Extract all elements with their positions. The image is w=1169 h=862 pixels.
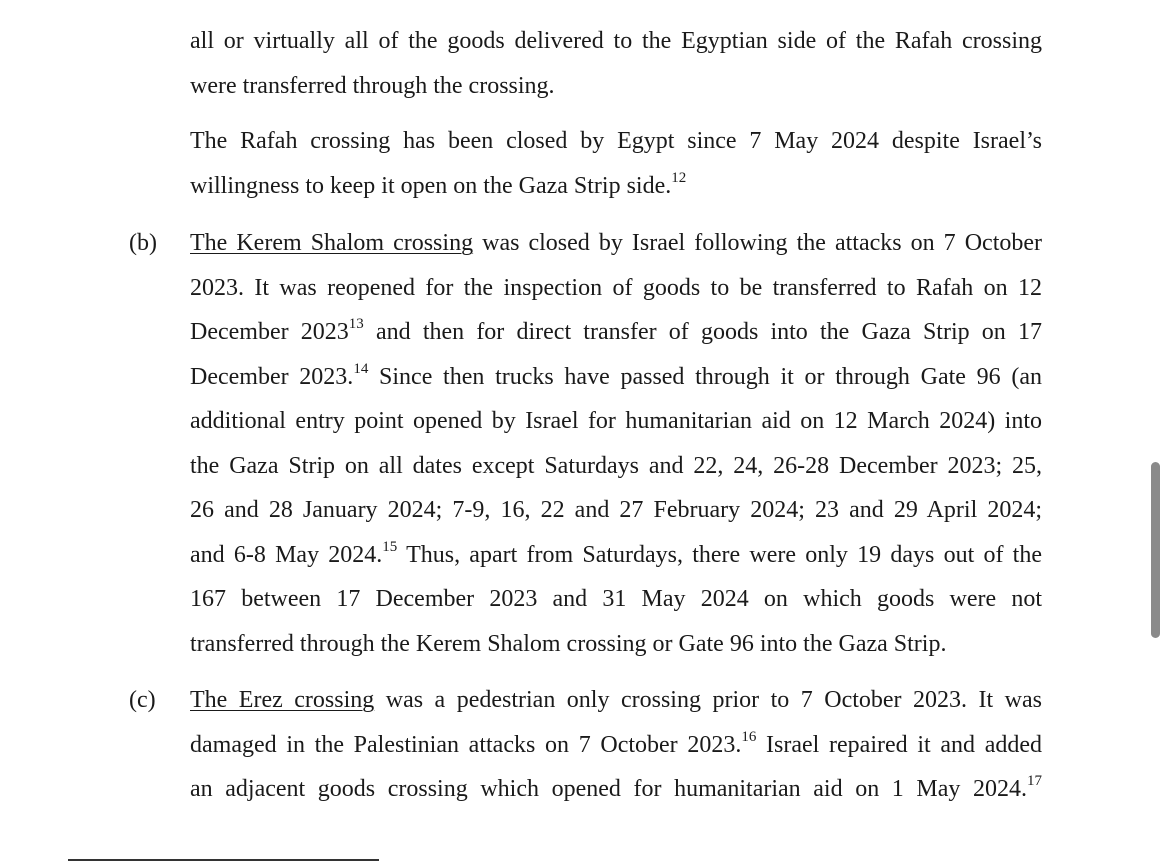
footnote-ref-16[interactable]: 16 (741, 728, 757, 745)
text-line (190, 767, 1042, 812)
text-line: additional entry point opened by Israel for humanitarian aid on 12 March 2024) into (190, 408, 1042, 434)
text-segment: December 2023. (190, 363, 354, 390)
footnote-ref-15[interactable]: 15 (382, 538, 398, 555)
text-line: 167 between 17 December 2023 and 31 May 2024 on which goods were not (190, 586, 1042, 612)
text-line: transferred through the Kerem Shalom crossing or Gate 96 into the Gaza Strip. (190, 630, 947, 657)
text-line (190, 533, 1042, 578)
text-line (190, 678, 1042, 723)
scrollbar-thumb[interactable] (1151, 462, 1160, 638)
text-line: were transferred through the crossing. (190, 72, 555, 99)
footnote-ref-14[interactable]: 14 (353, 360, 369, 377)
text-line: 2023. It was reopened for the inspection of goods to be transferred to Rafah on 12 (190, 274, 1042, 301)
text-segment: and then for direct transfer of goods into the Gaza Strip on 17 (363, 319, 1042, 345)
text-line (190, 221, 1042, 266)
heading-erez-crossing: The Erez crossing (190, 687, 375, 713)
text-segment: December 2023 (190, 319, 349, 345)
heading-kerem-shalom-crossing: The Kerem Shalom crossing (190, 230, 474, 256)
text-segment: Israel repaired it and added (756, 731, 1042, 758)
list-label-c: (c) (129, 687, 156, 713)
text-segment: willingness to keep it open on the Gaza Strip side. (190, 172, 672, 199)
footnote-ref-12[interactable]: 12 (671, 169, 687, 186)
footnote-separator (68, 859, 379, 861)
text-line: all or virtually all of the goods delivered to the Egyptian side of the Rafah crossing (190, 28, 1042, 54)
footnote-ref-17[interactable]: 17 (1027, 773, 1042, 789)
paragraph-a-continuation (190, 19, 1042, 108)
paragraph-rafah-closure (190, 119, 1042, 208)
text-line (190, 164, 1042, 209)
text-segment: Thus, apart from Saturdays, there were only 19 days out of the (397, 541, 1042, 568)
text-segment: was a pedestrian only crossing prior to 7 October 2023. It was (374, 687, 1042, 713)
text-segment: was closed by Israel following the attacks on 7 October (473, 230, 1043, 256)
paragraph-b-kerem-shalom (190, 221, 1042, 666)
text-line (190, 723, 1042, 768)
text-segment: an adjacent goods crossing which opened for humanitarian aid on 1 May 2024. (190, 776, 1027, 802)
text-line: 26 and 28 January 2024; 7-9, 16, 22 and 27 February 2024; 23 and 29 April 2024; (190, 497, 1042, 523)
text-segment: and 6-8 May 2024. (190, 541, 383, 568)
paragraph-c-erez (190, 678, 1042, 812)
text-segment: damaged in the Palestinian attacks on 7 October 2023. (190, 731, 742, 758)
footnote-ref-13[interactable]: 13 (348, 316, 364, 332)
list-label-b: (b) (129, 230, 157, 256)
text-line (190, 355, 1042, 400)
text-segment: Since then trucks have passed through it or through Gate 96 (an (368, 363, 1042, 390)
text-line: The Rafah crossing has been closed by Egypt since 7 May 2024 despite Israel’s (190, 128, 1042, 154)
text-line (190, 310, 1042, 355)
text-line: the Gaza Strip on all dates except Saturdays and 22, 24, 26-28 December 2023; 25, (190, 452, 1042, 479)
